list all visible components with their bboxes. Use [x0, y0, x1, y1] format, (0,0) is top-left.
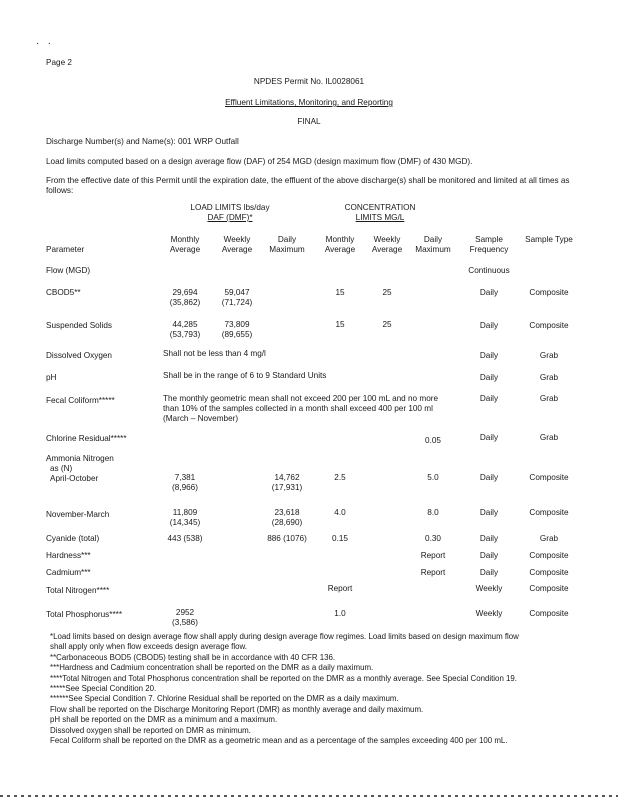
- cyanide-type: Grab: [539, 534, 559, 543]
- effective-line: From the effective date of this Permit until the expiration date, the effluent of the above discharge(s) shall be monitored and limited at all times as follows:: [46, 176, 570, 195]
- cbod5-conc-monthly: 15: [335, 288, 345, 297]
- section-subtitle: Effluent Limitations, Monitoring, and Reporting: [225, 98, 393, 107]
- cyanide-daily-max-load: 886 (1076): [267, 534, 307, 543]
- footnote: Fecal Coliform shall be reported on the DMR as a geometric mean and as a percentage of the samples exceeding 400 per 100 mL.: [50, 736, 508, 746]
- col-monthly-average: Monthly Average: [169, 235, 201, 254]
- apr-oct-conc-monthly: 2.5: [334, 473, 346, 482]
- final-label: FINAL: [297, 117, 321, 126]
- cadmium-frequency: Daily: [479, 568, 499, 577]
- param-november-march: November-March: [46, 510, 110, 519]
- col-sample-frequency: Sample Frequency: [469, 235, 509, 254]
- param-total-phosphorus: Total Phosphorus****: [46, 610, 123, 619]
- nov-mar-monthly-load: 11,809 (14,345): [169, 508, 201, 527]
- param-april-october: April-October: [50, 474, 99, 483]
- ss-monthly-load: 44,285 (53,793): [169, 320, 201, 339]
- param-fecal-coliform: Fecal Coliform*****: [46, 396, 115, 405]
- param-total-nitrogen: Total Nitrogen****: [46, 586, 110, 595]
- apr-oct-type: Composite: [529, 473, 569, 482]
- ss-conc-weekly: 25: [382, 320, 392, 329]
- ph-type: Grab: [539, 373, 559, 382]
- col-daily-maximum: Daily Maximum: [269, 235, 305, 254]
- col-parameter: Parameter: [46, 245, 85, 254]
- footnote: pH shall be reported on the DMR as a minimum and a maximum.: [50, 715, 278, 725]
- do-frequency: Daily: [479, 351, 499, 360]
- cbod5-conc-weekly: 25: [382, 288, 392, 297]
- ss-conc-monthly: 15: [335, 320, 345, 329]
- ph-limit-note: Shall be in the range of 6 to 9 Standard Units: [163, 371, 327, 380]
- param-hardness: Hardness***: [46, 551, 91, 560]
- page-label: Page 2: [46, 58, 72, 67]
- hardness-frequency: Daily: [479, 551, 499, 560]
- do-limit-note: Shall not be less than 4 mg/l: [163, 349, 266, 358]
- ss-weekly-load: 73,809 (89,655): [221, 320, 253, 339]
- param-chlorine-residual: Chlorine Residual*****: [46, 434, 127, 443]
- total-phosphorus-type: Composite: [529, 609, 569, 618]
- param-cyanide: Cyanide (total): [46, 534, 100, 543]
- apr-oct-conc-daily-max: 5.0: [427, 473, 439, 482]
- col-sample-type: Sample Type: [525, 235, 573, 244]
- apr-oct-daily-max-load: 14,762 (17,931): [271, 473, 303, 492]
- chlorine-conc-daily-max: 0.05: [425, 436, 441, 445]
- total-nitrogen-conc-monthly: Report: [327, 584, 353, 593]
- footnote: ****Total Nitrogen and Total Phosphorus concentration shall be reported on the DMR as a monthly average. See Special Condition 19.: [50, 673, 517, 683]
- footnote: ***Hardness and Cadmium concentration shall be reported on the DMR as a daily maximum.: [50, 663, 374, 673]
- hardness-type: Composite: [529, 551, 569, 560]
- freq-flow: Continuous: [468, 266, 510, 275]
- cbod5-frequency: Daily: [479, 288, 499, 297]
- scan-marks: · ·: [36, 38, 51, 49]
- cbod5-weekly-load: 59,047 (71,724): [221, 288, 253, 307]
- cadmium-conc-daily-max: Report: [420, 568, 446, 577]
- do-type: Grab: [539, 351, 559, 360]
- param-ph: pH: [46, 373, 57, 382]
- cbod5-type: Composite: [529, 288, 569, 297]
- total-phosphorus-frequency: Weekly: [475, 609, 503, 618]
- col-conc-monthly-average: Monthly Average: [324, 235, 356, 254]
- cadmium-type: Composite: [529, 568, 569, 577]
- nov-mar-daily-max-load: 23,618 (28,690): [271, 508, 303, 527]
- ss-frequency: Daily: [479, 321, 499, 330]
- fecal-frequency: Daily: [479, 394, 499, 403]
- footnote: ******See Special Condition 7. Chlorine Residual shall be reported on the DMR as a daily maximum.: [50, 694, 399, 704]
- col-conc-weekly-average: Weekly Average: [371, 235, 403, 254]
- footnote: Flow shall be reported on the Discharge Monitoring Report (DMR) as monthly average and daily maximum.: [50, 704, 424, 714]
- param-suspended-solids: Suspended Solids: [46, 321, 113, 330]
- footnote: *Load limits based on design average flow shall apply during design average flow regimes. Load limits based on design maximum flow: [50, 632, 519, 641]
- nov-mar-conc-daily-max: 8.0: [427, 508, 439, 517]
- nov-mar-type: Composite: [529, 508, 569, 517]
- load-limits-line: Load limits computed based on a design average flow (DAF) of 254 MGD (design maximum flow (DMF) of 430 MGD).: [46, 157, 473, 166]
- footnote: Dissolved oxygen shall be reported on DMR as minimum.: [50, 725, 251, 735]
- total-nitrogen-type: Composite: [529, 584, 569, 593]
- cbod5-monthly-load: 29,694 (35,862): [169, 288, 201, 307]
- total-phosphorus-monthly-load: 2952 (3,586): [172, 608, 198, 627]
- chlorine-frequency: Daily: [479, 433, 499, 442]
- scan-edge-line: [0, 795, 618, 797]
- footnote: shall apply only when flow exceeds design average flow.: [50, 642, 247, 652]
- cyanide-conc-monthly: 0.15: [332, 534, 348, 543]
- footnotes: [50, 632, 519, 746]
- total-nitrogen-frequency: Weekly: [475, 584, 503, 593]
- concentration-header: CONCENTRATION LIMITS MG/L: [344, 203, 416, 222]
- chlorine-type: Grab: [539, 433, 559, 442]
- total-phosphorus-conc-monthly: 1.0: [334, 609, 346, 618]
- fecal-limit-note: The monthly geometric mean shall not exceed 200 per 100 mL and no more than 10% of the samples collected in a month shall exceed 400 per 100 ml (March – November): [163, 394, 439, 423]
- load-limits-header: LOAD LIMITS lbs/day DAF (DMF)*: [190, 203, 270, 222]
- nov-mar-conc-monthly: 4.0: [334, 508, 346, 517]
- apr-oct-monthly-load: 7,381 (8,966): [172, 473, 198, 492]
- fecal-type: Grab: [539, 394, 559, 403]
- permit-title: NPDES Permit No. IL0028061: [253, 77, 365, 86]
- param-cbod5: CBOD5**: [46, 288, 81, 297]
- ss-type: Composite: [529, 321, 569, 330]
- param-flow: Flow (MGD): [46, 266, 91, 275]
- cyanide-conc-daily-max: 0.30: [425, 534, 441, 543]
- nov-mar-frequency: Daily: [479, 508, 499, 517]
- col-weekly-average: Weekly Average: [221, 235, 253, 254]
- param-dissolved-oxygen: Dissolved Oxygen: [46, 351, 112, 360]
- footnote: *****See Special Condition 20.: [50, 684, 157, 694]
- discharge-line: Discharge Number(s) and Name(s): 001 WRP Outfall: [46, 137, 239, 146]
- param-ammonia-nitrogen: Ammonia Nitrogen as (N): [46, 454, 114, 473]
- ph-frequency: Daily: [479, 373, 499, 382]
- footnote: **Carbonaceous BOD5 (CBOD5) testing shall be in accordance with 40 CFR 136.: [50, 652, 336, 662]
- param-cadmium: Cadmium***: [46, 568, 91, 577]
- hardness-conc-daily-max: Report: [420, 551, 446, 560]
- apr-oct-frequency: Daily: [479, 473, 499, 482]
- cyanide-frequency: Daily: [479, 534, 499, 543]
- col-conc-daily-maximum: Daily Maximum: [415, 235, 451, 254]
- cyanide-monthly-load: 443 (538): [167, 534, 203, 543]
